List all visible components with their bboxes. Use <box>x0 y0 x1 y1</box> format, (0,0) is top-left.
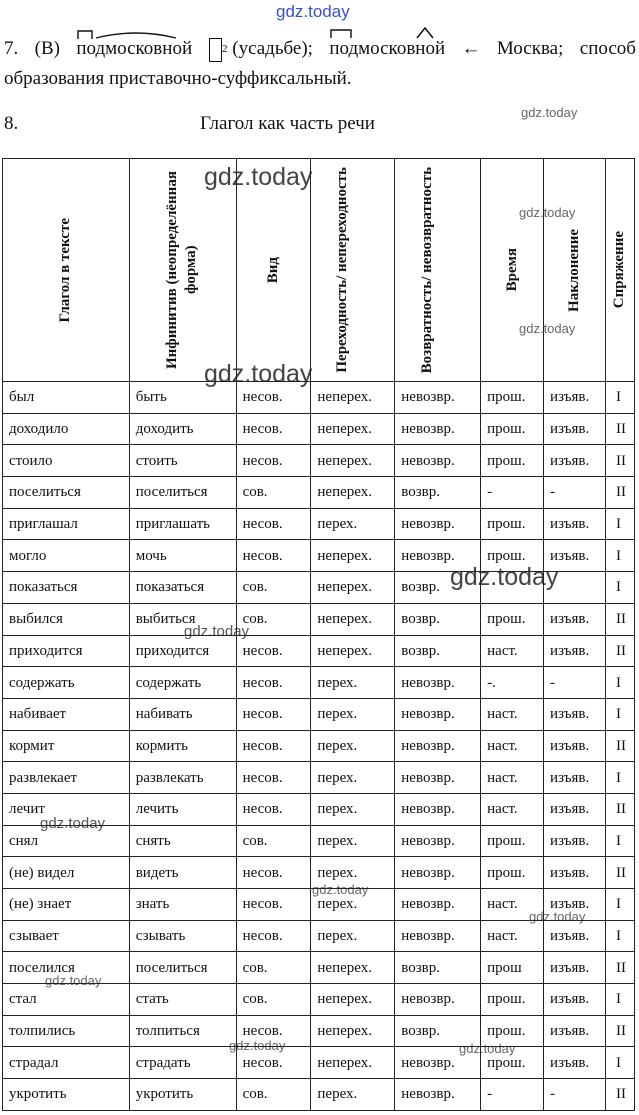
table-cell: поселился <box>3 952 130 984</box>
table-cell: видеть <box>129 857 236 889</box>
table-cell: перех. <box>311 698 395 730</box>
table-cell: возвр. <box>395 635 481 667</box>
table-row <box>3 920 635 952</box>
table-cell: возвр. <box>395 477 481 509</box>
suffix-marks <box>329 26 463 40</box>
table-cell: невозвр. <box>395 1079 481 1111</box>
table-cell: II <box>605 793 634 825</box>
verb-table <box>2 158 635 1111</box>
table-cell: несов. <box>236 382 311 414</box>
task-8-title: Глагол как часть речи <box>200 113 375 134</box>
task-7-number: 7. <box>4 38 19 59</box>
table-cell: - <box>544 1079 606 1111</box>
table-cell: неперех. <box>311 635 395 667</box>
table-cell: страдал <box>3 1047 130 1079</box>
superscript: 2 <box>222 43 228 55</box>
table-cell: I <box>605 1047 634 1079</box>
watermark: gdz.today <box>521 105 578 120</box>
table-cell: неперех. <box>311 413 395 445</box>
table-cell: несов. <box>236 920 311 952</box>
table-row <box>3 540 635 572</box>
table-cell: II <box>605 413 634 445</box>
table-cell: развлекает <box>3 762 130 794</box>
table-cell: невозвр. <box>395 667 481 699</box>
table-row <box>3 667 635 699</box>
table-cell: перех. <box>311 889 395 921</box>
table-cell: несов. <box>236 667 311 699</box>
table-cell: сов. <box>236 825 311 857</box>
table-cell: прош. <box>481 1047 544 1079</box>
table-cell: стал <box>3 984 130 1016</box>
table-cell: изъяв. <box>544 857 606 889</box>
task-7-word: подмосковной <box>76 38 193 59</box>
table-cell: перех. <box>311 857 395 889</box>
table-cell: перех. <box>311 730 395 762</box>
table-cell: перех. <box>311 1079 395 1111</box>
task-7-derived-word <box>329 34 445 64</box>
table-cell: несов. <box>236 540 311 572</box>
table-row <box>3 825 635 857</box>
table-cell: I <box>605 984 634 1016</box>
table-cell: I <box>605 698 634 730</box>
table-row <box>3 1047 635 1079</box>
table-header-row <box>3 159 635 382</box>
table-cell: II <box>605 1015 634 1047</box>
task-7-source-word <box>497 34 564 64</box>
table-cell: неперех. <box>311 445 395 477</box>
table-cell: показаться <box>129 572 236 604</box>
table-cell: невозвр. <box>395 762 481 794</box>
table-cell: приходится <box>3 635 130 667</box>
table-row <box>3 1015 635 1047</box>
table-cell: содержать <box>3 667 130 699</box>
header-infinitive: Инфинитив (неопределённая форма) <box>129 159 236 382</box>
prefix-root-marks <box>76 28 210 40</box>
table-cell: перех. <box>311 793 395 825</box>
table-cell: несов. <box>236 1015 311 1047</box>
table-cell: неперех. <box>311 952 395 984</box>
table-cell: прош. <box>481 540 544 572</box>
table-cell <box>481 572 544 604</box>
table-cell: изъяв. <box>544 413 606 445</box>
table-cell: толпились <box>3 1015 130 1047</box>
table-cell: перех. <box>311 762 395 794</box>
table-cell: изъяв. <box>544 508 606 540</box>
table-cell: перех. <box>311 667 395 699</box>
task-7-line-2: образования приставочно-суффиксальный. <box>4 68 352 89</box>
table-cell: наст. <box>481 920 544 952</box>
table-cell: изъяв. <box>544 952 606 984</box>
table-cell: невозвр. <box>395 825 481 857</box>
table-row <box>3 382 635 414</box>
table-cell: II <box>605 1079 634 1111</box>
watermark: gdz.today <box>276 2 350 21</box>
table-cell: изъяв. <box>544 1047 606 1079</box>
table-row <box>3 698 635 730</box>
table-cell: прош <box>481 952 544 984</box>
table-cell: доходило <box>3 413 130 445</box>
table-cell: прош. <box>481 1015 544 1047</box>
table-cell: сов. <box>236 603 311 635</box>
table-cell: неперех. <box>311 477 395 509</box>
table-row <box>3 477 635 509</box>
table-row <box>3 572 635 604</box>
table-cell: был <box>3 382 130 414</box>
task-7-line-1 <box>4 34 636 64</box>
table-row <box>3 857 635 889</box>
table-cell: сзывать <box>129 920 236 952</box>
table-cell: лечить <box>129 793 236 825</box>
table-cell: прош. <box>481 603 544 635</box>
table-cell: изъяв. <box>544 920 606 952</box>
table-row <box>3 603 635 635</box>
table-cell: перех. <box>311 508 395 540</box>
table-cell: изъяв. <box>544 793 606 825</box>
table-row <box>3 413 635 445</box>
watermark: gdz.today <box>204 163 313 191</box>
table-cell: несов. <box>236 793 311 825</box>
table-cell: неперех. <box>311 984 395 1016</box>
table-cell: лечит <box>3 793 130 825</box>
table-cell: несов. <box>236 635 311 667</box>
table-cell: перех. <box>311 920 395 952</box>
table-cell: сов. <box>236 572 311 604</box>
table-cell: прош. <box>481 445 544 477</box>
table-cell: I <box>605 382 634 414</box>
table-cell: знать <box>129 889 236 921</box>
table-cell: изъяв. <box>544 698 606 730</box>
header-transitivity: Переходность/ непереходность <box>311 159 395 382</box>
table-cell: невозвр. <box>395 540 481 572</box>
table-cell: (не) видел <box>3 857 130 889</box>
watermark: gdz.today <box>229 1038 286 1053</box>
table-cell: кормит <box>3 730 130 762</box>
table-cell: несов. <box>236 508 311 540</box>
table-cell: неперех. <box>311 540 395 572</box>
table-cell: сов. <box>236 477 311 509</box>
table-cell: сов. <box>236 952 311 984</box>
table-cell: сзывает <box>3 920 130 952</box>
watermark: gdz.today <box>459 1041 516 1056</box>
table-cell: прош. <box>481 413 544 445</box>
table-body <box>3 382 635 1111</box>
table-cell: изъяв. <box>544 730 606 762</box>
table-cell: поселиться <box>129 952 236 984</box>
table-cell: изъяв. <box>544 762 606 794</box>
header-aspect: Вид <box>236 159 311 382</box>
table-cell: неперех. <box>311 572 395 604</box>
table-cell: несов. <box>236 445 311 477</box>
header-mood: Наклонение <box>544 159 606 382</box>
table-cell: поселиться <box>3 477 130 509</box>
table-cell: несов. <box>236 762 311 794</box>
table-cell: возвр. <box>395 952 481 984</box>
table-cell: I <box>605 667 634 699</box>
watermark: gdz.today <box>312 882 369 897</box>
table-cell: быть <box>129 382 236 414</box>
table-cell: поселиться <box>129 477 236 509</box>
table-cell: I <box>605 572 634 604</box>
table-cell: прош. <box>481 857 544 889</box>
table-cell: невозвр. <box>395 920 481 952</box>
table-cell: несов. <box>236 413 311 445</box>
table-cell: изъяв. <box>544 382 606 414</box>
table-cell: набивать <box>129 698 236 730</box>
table-row <box>3 635 635 667</box>
table-cell: толпиться <box>129 1015 236 1047</box>
table-cell: кормить <box>129 730 236 762</box>
table-cell: II <box>605 445 634 477</box>
table-cell: несов. <box>236 1047 311 1079</box>
table-row <box>3 445 635 477</box>
table-cell: II <box>605 635 634 667</box>
task-7-word3: Москва; <box>496 38 564 59</box>
table-cell: наст. <box>481 793 544 825</box>
watermark: gdz.today <box>519 205 576 220</box>
table-cell: наст. <box>481 889 544 921</box>
table-cell: стать <box>129 984 236 1016</box>
header-conjugation: Спряжение <box>605 159 634 382</box>
table-cell: несов. <box>236 889 311 921</box>
table-cell: II <box>605 477 634 509</box>
table-cell: I <box>605 762 634 794</box>
table-cell: страдать <box>129 1047 236 1079</box>
table-row <box>3 508 635 540</box>
table-cell: невозвр. <box>395 382 481 414</box>
table-cell: укротить <box>129 1079 236 1111</box>
table-cell: снять <box>129 825 236 857</box>
table-cell: развлекать <box>129 762 236 794</box>
table-cell: несов. <box>236 730 311 762</box>
table-cell: (не) знает <box>3 889 130 921</box>
table-cell: неперех. <box>311 1047 395 1079</box>
table-cell: сов. <box>236 1079 311 1111</box>
table-cell: выбился <box>3 603 130 635</box>
table-cell: I <box>605 508 634 540</box>
table-cell: II <box>605 603 634 635</box>
table-cell: стоило <box>3 445 130 477</box>
table-cell <box>544 572 606 604</box>
table-cell: невозвр. <box>395 698 481 730</box>
table-cell: -. <box>481 667 544 699</box>
table-cell: изъяв. <box>544 603 606 635</box>
table-cell: изъяв. <box>544 825 606 857</box>
table-cell: I <box>605 920 634 952</box>
table-row <box>3 952 635 984</box>
table-row <box>3 889 635 921</box>
table-cell: прош. <box>481 984 544 1016</box>
watermark: gdz.today <box>204 360 313 388</box>
table-cell: I <box>605 540 634 572</box>
watermark: gdz.today <box>529 909 586 924</box>
table-cell: несов. <box>236 698 311 730</box>
task-7-word-after <box>209 34 313 64</box>
table-cell: невозвр. <box>395 793 481 825</box>
task-7-word-morphemes <box>76 34 192 64</box>
table-cell: неперех. <box>311 1015 395 1047</box>
watermark: gdz.today <box>450 563 559 591</box>
table-cell: прош. <box>481 825 544 857</box>
table-cell: невозвр. <box>395 889 481 921</box>
table-cell: выбиться <box>129 603 236 635</box>
header-verb-in-text: Глагол в тексте <box>3 159 130 382</box>
table-cell: I <box>605 889 634 921</box>
table-cell: мочь <box>129 540 236 572</box>
table-cell: изъяв. <box>544 540 606 572</box>
table-cell: I <box>605 825 634 857</box>
table-cell: сов. <box>236 984 311 1016</box>
table-cell: приглашать <box>129 508 236 540</box>
table-cell: - <box>544 667 606 699</box>
table-cell: стоить <box>129 445 236 477</box>
task-7-word-case: (усадьбе); <box>232 38 313 59</box>
task-7-word4: способ <box>579 38 636 59</box>
task-7-word2: подмосковной <box>329 38 446 59</box>
table-cell: невозвр. <box>395 508 481 540</box>
header-tense: Время <box>481 159 544 382</box>
table-cell: - <box>544 477 606 509</box>
table-cell: несов. <box>236 857 311 889</box>
table-cell: II <box>605 952 634 984</box>
table-cell: прош. <box>481 382 544 414</box>
table-cell: перех. <box>311 825 395 857</box>
table-cell: набивает <box>3 698 130 730</box>
table-cell: прош. <box>481 508 544 540</box>
task-7 <box>4 34 636 94</box>
table-cell: невозвр. <box>395 857 481 889</box>
table-cell: невозвр. <box>395 984 481 1016</box>
watermark: gdz.today <box>184 623 250 640</box>
table-row <box>3 1079 635 1111</box>
table-cell: возвр. <box>395 603 481 635</box>
table-cell: изъяв. <box>544 889 606 921</box>
table-row <box>3 730 635 762</box>
table-cell: невозвр. <box>395 1047 481 1079</box>
arrow: ← <box>461 38 481 59</box>
table-cell: возвр. <box>395 572 481 604</box>
table-cell: II <box>605 857 634 889</box>
table-row <box>3 793 635 825</box>
table-cell: наст. <box>481 762 544 794</box>
table-cell: - <box>481 477 544 509</box>
table-cell: изъяв. <box>544 1015 606 1047</box>
table-cell: укротить <box>3 1079 130 1111</box>
table-cell: содержать <box>129 667 236 699</box>
table-cell: возвр. <box>395 1015 481 1047</box>
table-cell: неперех. <box>311 603 395 635</box>
table-cell: - <box>481 1079 544 1111</box>
watermark: gdz.today <box>40 815 106 832</box>
table-cell: II <box>605 730 634 762</box>
table-cell: приглашал <box>3 508 130 540</box>
watermark: gdz.today <box>45 973 102 988</box>
ending-box <box>209 38 223 62</box>
table-cell: снял <box>3 825 130 857</box>
table-cell: невозвр. <box>395 445 481 477</box>
table-cell: наст. <box>481 635 544 667</box>
table-cell: невозвр. <box>395 413 481 445</box>
table-cell: доходить <box>129 413 236 445</box>
table-cell: приходится <box>129 635 236 667</box>
table-cell: изъяв. <box>544 445 606 477</box>
task-8-number: 8. <box>4 113 19 134</box>
table-cell: неперех. <box>311 382 395 414</box>
header-reflexivity: Возвратность/ невозвратность <box>395 159 481 382</box>
task-7-prefix: (В) <box>34 38 60 59</box>
table-row <box>3 984 635 1016</box>
table-cell: могло <box>3 540 130 572</box>
table-cell: изъяв. <box>544 635 606 667</box>
table-cell: показаться <box>3 572 130 604</box>
table-cell: невозвр. <box>395 730 481 762</box>
table-cell: наст. <box>481 730 544 762</box>
table-cell: наст. <box>481 698 544 730</box>
table-row <box>3 762 635 794</box>
table-cell: изъяв. <box>544 984 606 1016</box>
watermark: gdz.today <box>519 321 576 336</box>
